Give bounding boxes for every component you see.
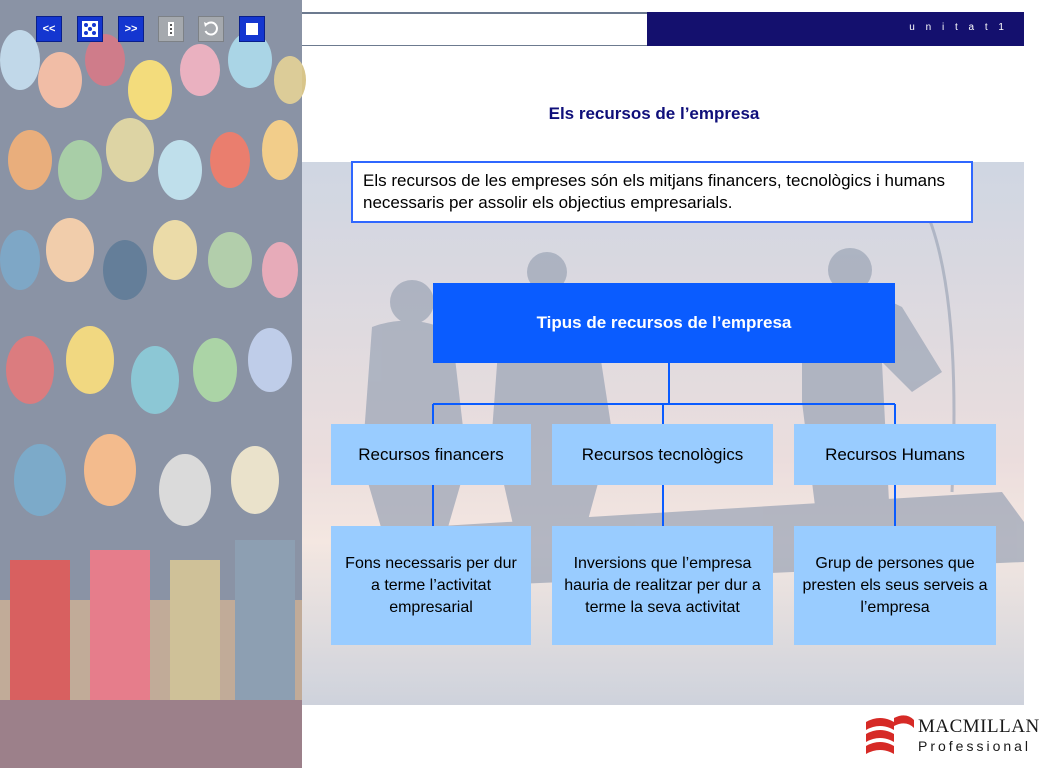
diagram-connectors bbox=[302, 0, 1024, 768]
category-human bbox=[794, 424, 996, 485]
exit-button[interactable] bbox=[239, 16, 265, 42]
category-financial bbox=[331, 424, 531, 485]
description-text: Inversions que l’empresa hauria de realitzar per dur a terme la seva activitat bbox=[564, 554, 761, 616]
menu-button[interactable] bbox=[158, 16, 184, 42]
category-label: Recursos tecnològics bbox=[581, 444, 744, 464]
description-text: Grup de persones que presten els seus serveis a l’empresa bbox=[802, 554, 988, 616]
decorative-painting bbox=[0, 0, 302, 768]
page-title: Els recursos de l’empresa bbox=[548, 104, 760, 123]
logo-text-subbrand: Professional bbox=[918, 738, 1032, 754]
list-icon bbox=[164, 21, 178, 37]
category-label: Recursos financers bbox=[358, 444, 504, 464]
diagram-root-label: Tipus de recursos de l’empresa bbox=[536, 313, 792, 332]
stop-icon bbox=[246, 23, 258, 35]
unit-label: u n i t a t 1 bbox=[909, 22, 1008, 33]
previous-button[interactable] bbox=[36, 16, 62, 42]
logo-text-brand: MACMILLAN bbox=[918, 716, 1040, 737]
undo-icon bbox=[202, 20, 220, 38]
category-technological bbox=[552, 424, 773, 485]
description-financial bbox=[331, 526, 531, 645]
description-text: Fons necessaris per dur a terme l’activitat empresarial bbox=[345, 554, 517, 616]
description-human bbox=[794, 526, 996, 645]
definition-text: Els recursos de les empreses són els mitjans financers, tecnològics i humans necessaris per assolir els objectius empresarials. bbox=[363, 171, 946, 212]
next-label: >> bbox=[124, 23, 138, 35]
next-button[interactable] bbox=[118, 16, 144, 42]
back-button[interactable] bbox=[198, 16, 224, 42]
dice-icon bbox=[82, 21, 98, 37]
index-button[interactable] bbox=[77, 16, 103, 42]
diagram-root-box bbox=[433, 283, 895, 363]
previous-label: << bbox=[42, 23, 56, 35]
description-technological bbox=[552, 526, 773, 645]
category-label: Recursos Humans bbox=[825, 444, 965, 464]
